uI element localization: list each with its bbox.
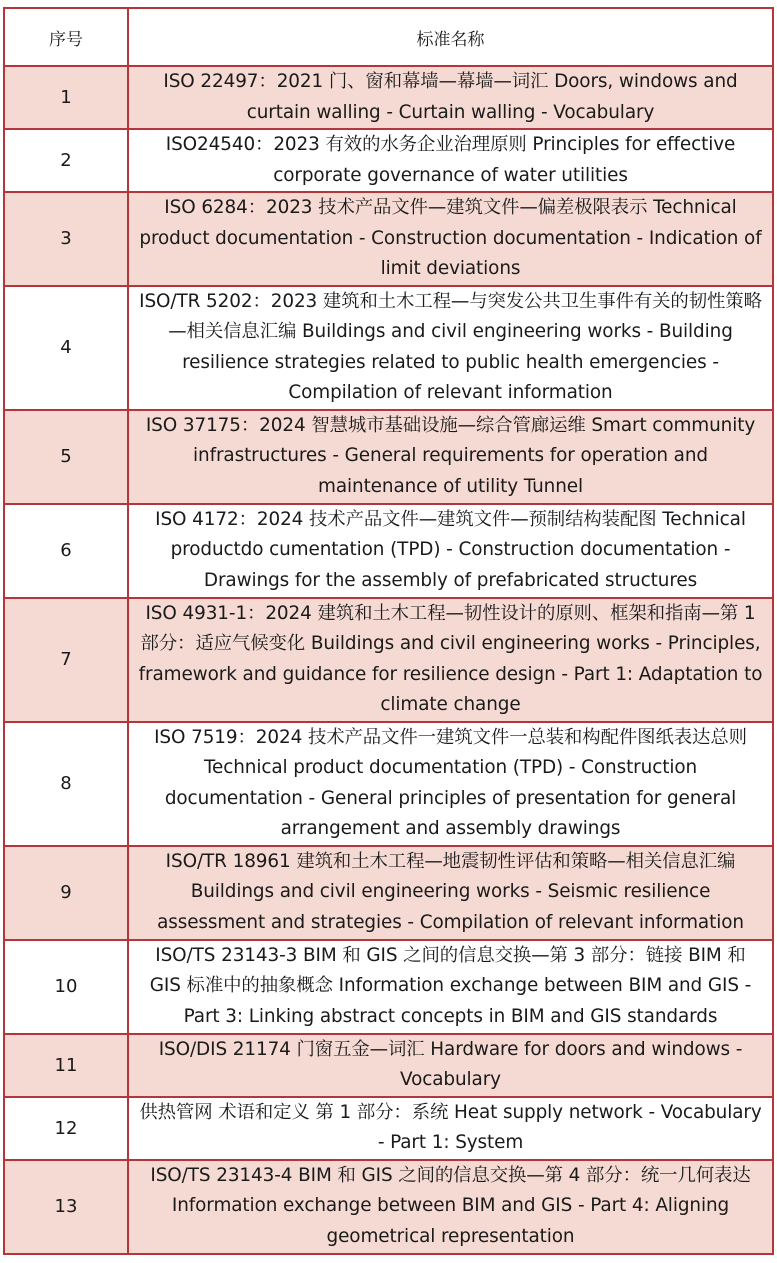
standard-name: ISO 6284：2023 技术产品文件—建筑文件—偏差极限表示 Technical product documentation - Construction documentation - Indication of limit deviations: [128, 192, 773, 286]
standard-name: ISO/TR 18961 建筑和土木工程—地震韧性评估和策略—相关信息汇编 Buildings and civil engineering works - Seismic resilience assessment and strategies - Compilation of relevant information: [128, 846, 773, 940]
table-row: [4, 722, 773, 846]
standard-name: ISO/DIS 21174 门窗五金—词汇 Hardware for doors and windows - Vocabulary: [128, 1034, 773, 1097]
table-row: [4, 1160, 773, 1254]
standard-name: ISO 22497：2021 门、窗和幕墙—幕墙—词汇 Doors, windows and curtain walling - Curtain walling - Vocabulary: [128, 66, 773, 129]
table-row: [4, 66, 773, 129]
table-header-row: [4, 8, 773, 66]
row-number: 2: [4, 129, 128, 192]
standard-name: ISO 4931-1：2024 建筑和土木工程—韧性设计的原则、框架和指南—第 1 部分：适应气候变化 Buildings and civil engineering works - Principles, framework and guidance for resilience design - Part 1: Adaptation to climate change: [128, 598, 773, 722]
row-number: 3: [4, 192, 128, 286]
row-number: 11: [4, 1034, 128, 1097]
table-row: [4, 504, 773, 598]
row-number: 8: [4, 722, 128, 846]
row-number: 6: [4, 504, 128, 598]
standard-name: ISO/TR 5202：2023 建筑和土木工程—与突发公共卫生事件有关的韧性策略—相关信息汇编 Buildings and civil engineering works - Building resilience strategies related to public health emergencies - Compilation of relevant information: [128, 286, 773, 410]
standard-name: ISO/TS 23143-3 BIM 和 GIS 之间的信息交换—第 3 部分：链接 BIM 和 GIS 标准中的抽象概念 Information exchange between BIM and GIS - Part 3: Linking abstract concepts in BIM and GIS standards: [128, 940, 773, 1034]
table-row: [4, 1097, 773, 1160]
header-serial-number: 序号: [4, 8, 128, 66]
row-number: 7: [4, 598, 128, 722]
standard-name: 供热管网 术语和定义 第 1 部分：系统 Heat supply network - Vocabulary - Part 1: System: [128, 1097, 773, 1160]
table-row: [4, 598, 773, 722]
table-row: [4, 129, 773, 192]
row-number: 5: [4, 410, 128, 504]
table-row: [4, 846, 773, 940]
row-number: 4: [4, 286, 128, 410]
standard-name: ISO/TS 23143-4 BIM 和 GIS 之间的信息交换—第 4 部分：统一几何表达 Information exchange between BIM and GIS - Part 4: Aligning geometrical representation: [128, 1160, 773, 1254]
standard-name: ISO 37175：2024 智慧城市基础设施—综合管廊运维 Smart community infrastructures - General requirements for operation and maintenance of utility Tunnel: [128, 410, 773, 504]
table-row: [4, 286, 773, 410]
table-row: [4, 1034, 773, 1097]
standards-table: [3, 7, 774, 1255]
row-number: 13: [4, 1160, 128, 1254]
table-row: [4, 410, 773, 504]
header-standard-name: 标准名称: [128, 8, 773, 66]
table-row: [4, 940, 773, 1034]
standard-name: ISO 4172：2024 技术产品文件—建筑文件—预制结构装配图 Technical productdo cumentation (TPD) - Construction documentation - Drawings for the assembly of prefabricated structures: [128, 504, 773, 598]
table-row: [4, 192, 773, 286]
row-number: 10: [4, 940, 128, 1034]
row-number: 1: [4, 66, 128, 129]
standard-name: ISO24540：2023 有效的水务企业治理原则 Principles for effective corporate governance of water utilities: [128, 129, 773, 192]
row-number: 12: [4, 1097, 128, 1160]
row-number: 9: [4, 846, 128, 940]
standard-name: ISO 7519：2024 技术产品文件一建筑文件一总装和构配件图纸表达总则 Technical product documentation (TPD) - Construction documentation - General principles of presentation for general arrangement and assembly drawings: [128, 722, 773, 846]
